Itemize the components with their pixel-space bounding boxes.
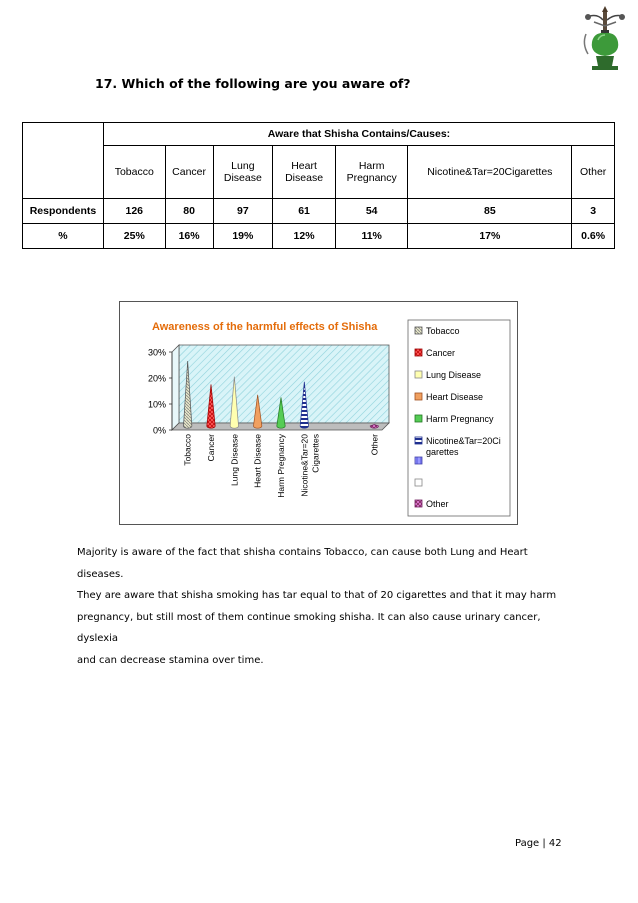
legend-label: Tobacco xyxy=(426,326,460,336)
paragraph-line: Majority is aware of the fact that shisha contains Tobacco, can cause both Lung and Heart diseases. xyxy=(77,547,528,580)
paragraph-line: They are aware that shisha smoking has tar equal to that of 20 cigarettes and that it may harm xyxy=(77,590,557,601)
legend-label: Heart Disease xyxy=(426,392,484,402)
summary-paragraph xyxy=(77,542,577,671)
paragraph-line: and can decrease stamina over time. xyxy=(77,654,264,666)
legend-label: Cancer xyxy=(426,348,456,358)
col-header-nicotine-tar: Nicotine&Tar=20Cigarettes xyxy=(408,146,572,199)
row-label-percent: % xyxy=(23,224,104,249)
legend-label: Lung Disease xyxy=(426,370,482,380)
col-header-heart-disease: Heart Disease xyxy=(273,146,336,199)
x-category-label: Cancer xyxy=(206,434,216,462)
x-category-label: Tobacco xyxy=(182,434,193,466)
cell-respondents-tobacco: 126 xyxy=(103,199,165,224)
x-category-label: Harm Pregnancy xyxy=(276,434,286,498)
col-header-cancer: Cancer xyxy=(165,146,213,199)
x-category-label: Heart Disease xyxy=(252,434,263,488)
paragraph-line: pregnancy, but still most of them continue smoking shisha. It can also cause urinary cancer, dyslexia xyxy=(77,611,541,644)
cell-respondents-nicotine: 85 xyxy=(408,199,572,224)
legend-label: Harm Pregnancy xyxy=(426,414,494,424)
cell-percent-pregnancy: 11% xyxy=(335,224,407,249)
col-header-tobacco: Tobacco xyxy=(103,146,165,199)
group-header: Aware that Shisha Contains/Causes: xyxy=(103,123,614,146)
corner-cell xyxy=(23,123,104,199)
row-label-respondents: Respondents xyxy=(23,199,104,224)
legend-swatch xyxy=(415,393,422,400)
y-tick-label: 30% xyxy=(147,347,166,358)
cell-respondents-heart: 61 xyxy=(273,199,336,224)
x-category-label: Nicotine&Tar=20 xyxy=(299,434,310,497)
question-title: 17. Which of the following are you aware of? xyxy=(95,76,411,91)
chart-title: Awareness of the harmful effects of Shisha xyxy=(152,321,378,333)
y-tick-label: 20% xyxy=(147,373,166,384)
cell-percent-cancer: 16% xyxy=(165,224,213,249)
legend-swatch xyxy=(415,415,422,422)
legend-label: Other xyxy=(426,499,449,509)
cell-percent-nicotine: 17% xyxy=(408,224,572,249)
table-row xyxy=(23,224,615,249)
y-tick-label: 10% xyxy=(147,399,166,410)
x-category-label: Cigarettes xyxy=(310,434,321,473)
legend-swatch xyxy=(415,479,422,486)
page-number: Page | 42 xyxy=(515,838,562,849)
legend-swatch xyxy=(415,327,422,334)
hookah-logo-icon xyxy=(578,4,632,74)
cell-percent-tobacco: 25% xyxy=(103,224,165,249)
col-header-harm-pregnancy: Harm Pregnancy xyxy=(335,146,407,199)
cell-respondents-other: 3 xyxy=(572,199,615,224)
x-category-label: Lung Disease xyxy=(229,434,240,486)
chart-side-wall xyxy=(172,345,179,430)
legend-swatch xyxy=(415,500,422,507)
x-category-label: Other xyxy=(369,434,380,456)
chart-container xyxy=(119,301,518,525)
legend-label: garettes xyxy=(426,447,459,457)
legend-swatch xyxy=(415,349,422,356)
table-row xyxy=(23,199,615,224)
awareness-table xyxy=(22,122,615,249)
legend-swatch xyxy=(415,457,422,464)
cell-percent-lung: 19% xyxy=(213,224,273,249)
legend-swatch xyxy=(415,371,422,378)
awareness-chart xyxy=(120,302,517,524)
cell-respondents-lung: 97 xyxy=(213,199,273,224)
cell-percent-other: 0.6% xyxy=(572,224,615,249)
cell-percent-heart: 12% xyxy=(273,224,336,249)
col-header-lung-disease: Lung Disease xyxy=(213,146,273,199)
legend-label: Nicotine&Tar=20Ci xyxy=(426,436,501,446)
cell-respondents-cancer: 80 xyxy=(165,199,213,224)
col-header-other: Other xyxy=(572,146,615,199)
legend-swatch xyxy=(415,437,422,444)
y-tick-label: 0% xyxy=(152,425,166,436)
cell-respondents-pregnancy: 54 xyxy=(335,199,407,224)
